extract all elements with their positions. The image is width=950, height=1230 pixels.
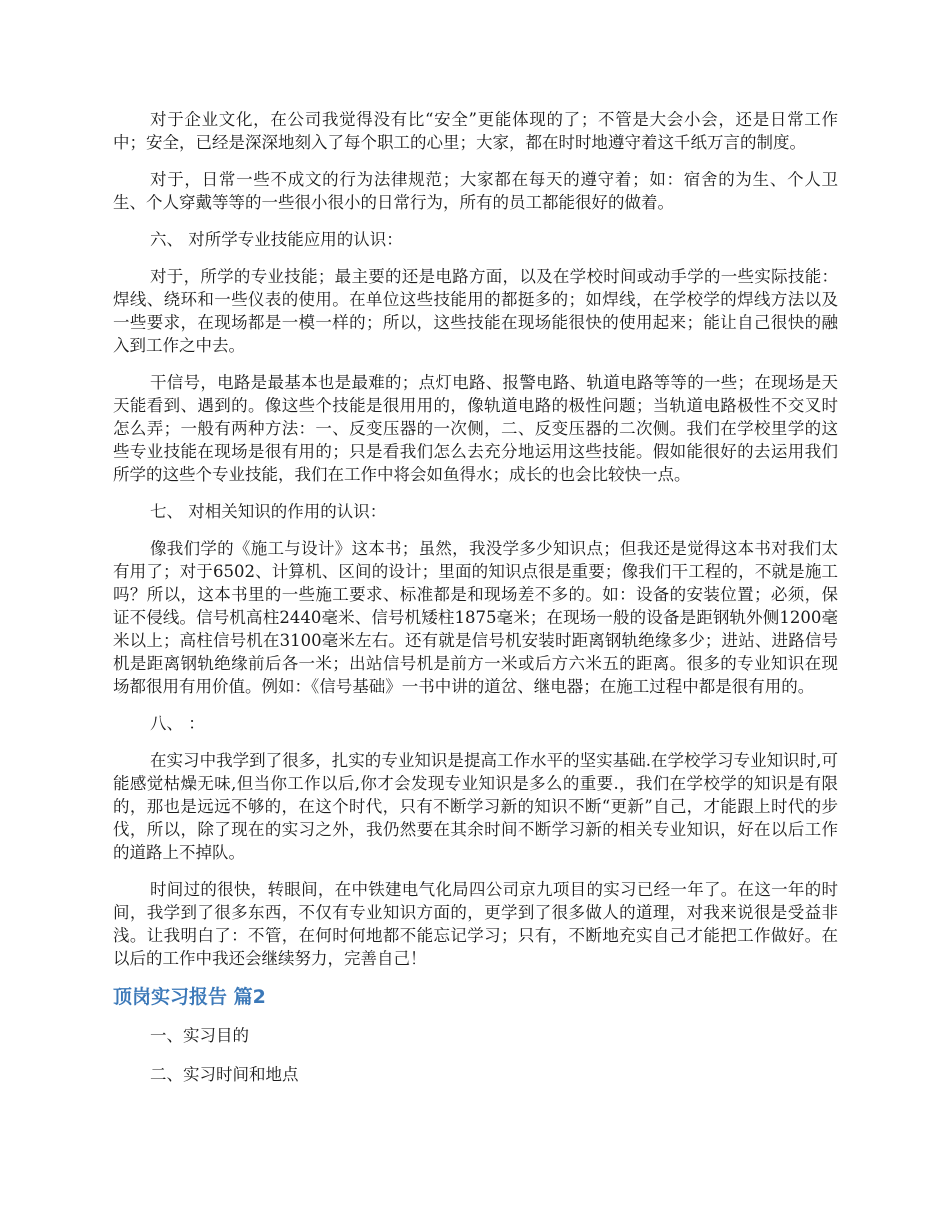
paragraph-signal-circuits: 干信号，电路是最基本也是最难的；点灯电路、报警电路、轨道电路等等的一些；在现场是天天能看到、遇到的。像这些个技能是很用用的，像轨道电路的极性问题；当轨道电路极性不交叉时怎么弄；一般有两种方法：一、反变压器的一次侧，二、反变压器的二次侧。我们在学校里学的这些专业技能在现场是很有用的；只是看我们怎么去充分地运用这些技能。假如能很好的去运用我们所学的这些个专业技能，我们在工作中将会如鱼得水；成长的也会比较快一点。: [113, 373, 838, 484]
paragraph-learning-summary: 在实习中我学到了很多，扎实的专业知识是提高工作水平的坚实基础.在学校学习专业知识时,可能感觉枯燥无味,但当你工作以后,你才会发现专业知识是多么的重要.，我们在学校学的知识是有限的，那也是远远不够的，在这个时代，只有不断学习新的知识不断“更新”自己，才能跟上时代的步伐，所以，除了现在的实习之外，我仍然要在其余时间不断学习新的相关专业知识，好在以后工作的道路上不掉队。: [113, 751, 838, 862]
heading-eight: 八、 ：: [150, 714, 205, 733]
paragraph-professional-skills: 对于，所学的专业技能；最主要的还是电路方面，以及在学校时间或动手学的一些实际技能：焊线、绕环和一些仪表的使用。在单位这些技能用的都挺多的；如焊线，在学校学的焊线方法以及一些要求，在现场都是一模一样的；所以，这些技能在现场能很快的使用起来；能让自己很快的融入到工作之中去。: [113, 267, 838, 355]
heading-related-knowledge: 七、 对相关知识的作用的认识：: [150, 502, 387, 521]
paragraph-corporate-culture: 对于企业文化，在公司我觉得没有比“安全”更能体现的了；不管是大会小会，还是日常工作中；安全，已经是深深地刻入了每个职工的心里；大家，都在时时地遵守着这千纸万言的制度。: [113, 110, 838, 152]
item-internship-purpose: 一、实习目的: [150, 1026, 249, 1045]
paragraph-construction-design: 像我们学的《施工与设计》这本书；虽然，我没学多少知识点；但我还是觉得这本书对我们太有用了；对于6502、计算机、区间的设计；里面的知识点很是重要；像我们干工程的，不就是施工吗？所以，这本书里的一些施工要求、标准都是和现场差不多的。如：设备的安装位置；必须，保证不侵线。信号机高柱2440毫米、信号机矮柱1875毫米；在现场一般的设备是距钢轨外侧1200毫米以上；高柱信号机在3100毫米左右。还有就是信号机安装时距离钢轨绝缘多少；进站、进路信号机是距离钢轨绝缘前后各一米；出站信号机是前方一米或后方六米五的距离。很多的专业知识在现场都很用有用价值。例如：《信号基础》一书中讲的道岔、继电器；在施工过程中都是很有用的。: [113, 539, 838, 696]
document-body: [113, 108, 838, 1102]
heading-skills-application: 六、 对所学专业技能应用的认识：: [150, 230, 403, 249]
item-internship-time-place: 二、实习时间和地点: [150, 1065, 299, 1084]
paragraph-daily-behavior: 对于，日常一些不成文的行为法律规范；大家都在每天的遵守着；如：宿舍的为生、个人卫生、个人穿戴等等的一些很小很小的日常行为，所有的员工都能很好的做着。: [113, 170, 838, 212]
section-title-report-2: 顶岗实习报告 篇2: [113, 986, 266, 1008]
paragraph-internship-conclusion: 时间过的很快，转眼间，在中铁建电气化局四公司京九项目的实习已经一年了。在这一年的时间，我学到了很多东西，不仅有专业知识方面的，更学到了很多做人的道理，对我来说很是受益非浅。让我明白了：不管，在何时何地都不能忘记学习；只有，不断地充实自己才能把工作做好。在以后的工作中我还会继续努力，完善自己！: [113, 880, 838, 968]
